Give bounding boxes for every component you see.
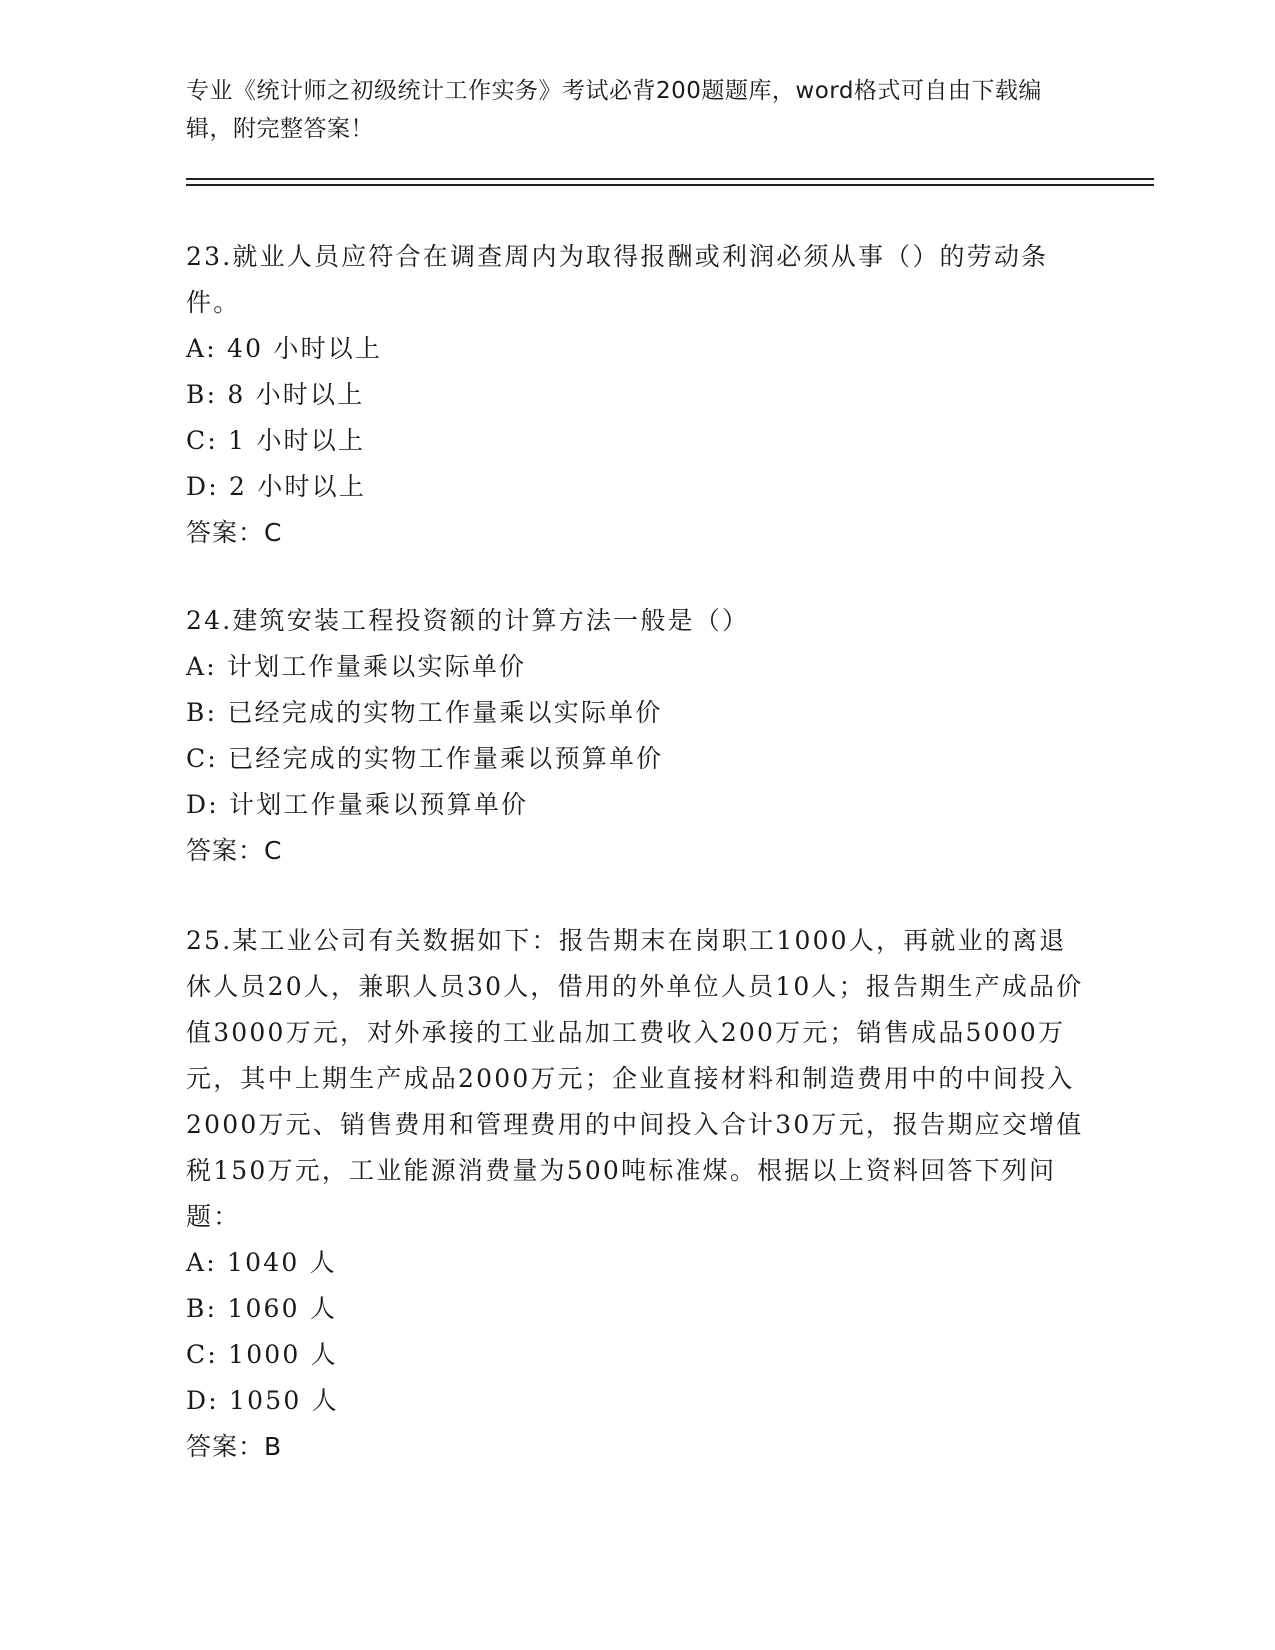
question-stem: 23.就业人员应符合在调查周内为取得报酬或利润必须从事（）的劳动条件。 (186, 242, 1049, 317)
option-c: C: 已经完成的实物工作量乘以预算单价 (186, 744, 664, 773)
option-d: D: 计划工作量乘以预算单价 (186, 790, 529, 819)
question-25 (186, 918, 1086, 1470)
option-c: C: 1 小时以上 (186, 426, 366, 455)
question-stem: 25.某工业公司有关数据如下：报告期末在岗职工1000人，再就业的离退休人员20人，兼职人员30人，借用的外单位人员10人；报告期生产成品价值3000万元，对外承接的工业品加工费收入200万元；销售成品5000万元，其中上期生产成品2000万元；企业直接材料和制造费用中的中间投入2000万元、销售费用和管理费用的中间投入合计30万元，报告期应交增值税150万元，工业能源消费量为500吨标准煤。根据以上资料回答下列问题： (186, 926, 1084, 1231)
option-a: A: 计划工作量乘以实际单价 (186, 652, 527, 681)
document-header: 专业《统计师之初级统计工作实务》考试必背200题题库，word格式可自由下载编辑，附完整答案！ (186, 78, 1042, 142)
header-rule-top (186, 178, 1154, 180)
answer-line: 答案：B (186, 1432, 283, 1461)
header-rule-bottom (186, 184, 1154, 186)
option-c: C: 1000 人 (186, 1340, 338, 1369)
option-d: D: 2 小时以上 (186, 472, 367, 501)
option-b: B: 1060 人 (186, 1294, 338, 1323)
option-b: B: 已经完成的实物工作量乘以实际单价 (186, 698, 663, 727)
question-stem: 24.建筑安装工程投资额的计算方法一般是（） (186, 606, 750, 635)
answer-line: 答案：C (186, 836, 283, 865)
option-b: B: 8 小时以上 (186, 380, 365, 409)
option-d: D: 1050 人 (186, 1386, 339, 1415)
answer-line: 答案：C (186, 518, 283, 547)
option-a: A: 1040 人 (186, 1248, 337, 1277)
option-a: A: 40 小时以上 (186, 334, 383, 363)
question-23 (186, 234, 1086, 556)
question-24 (186, 598, 1086, 874)
